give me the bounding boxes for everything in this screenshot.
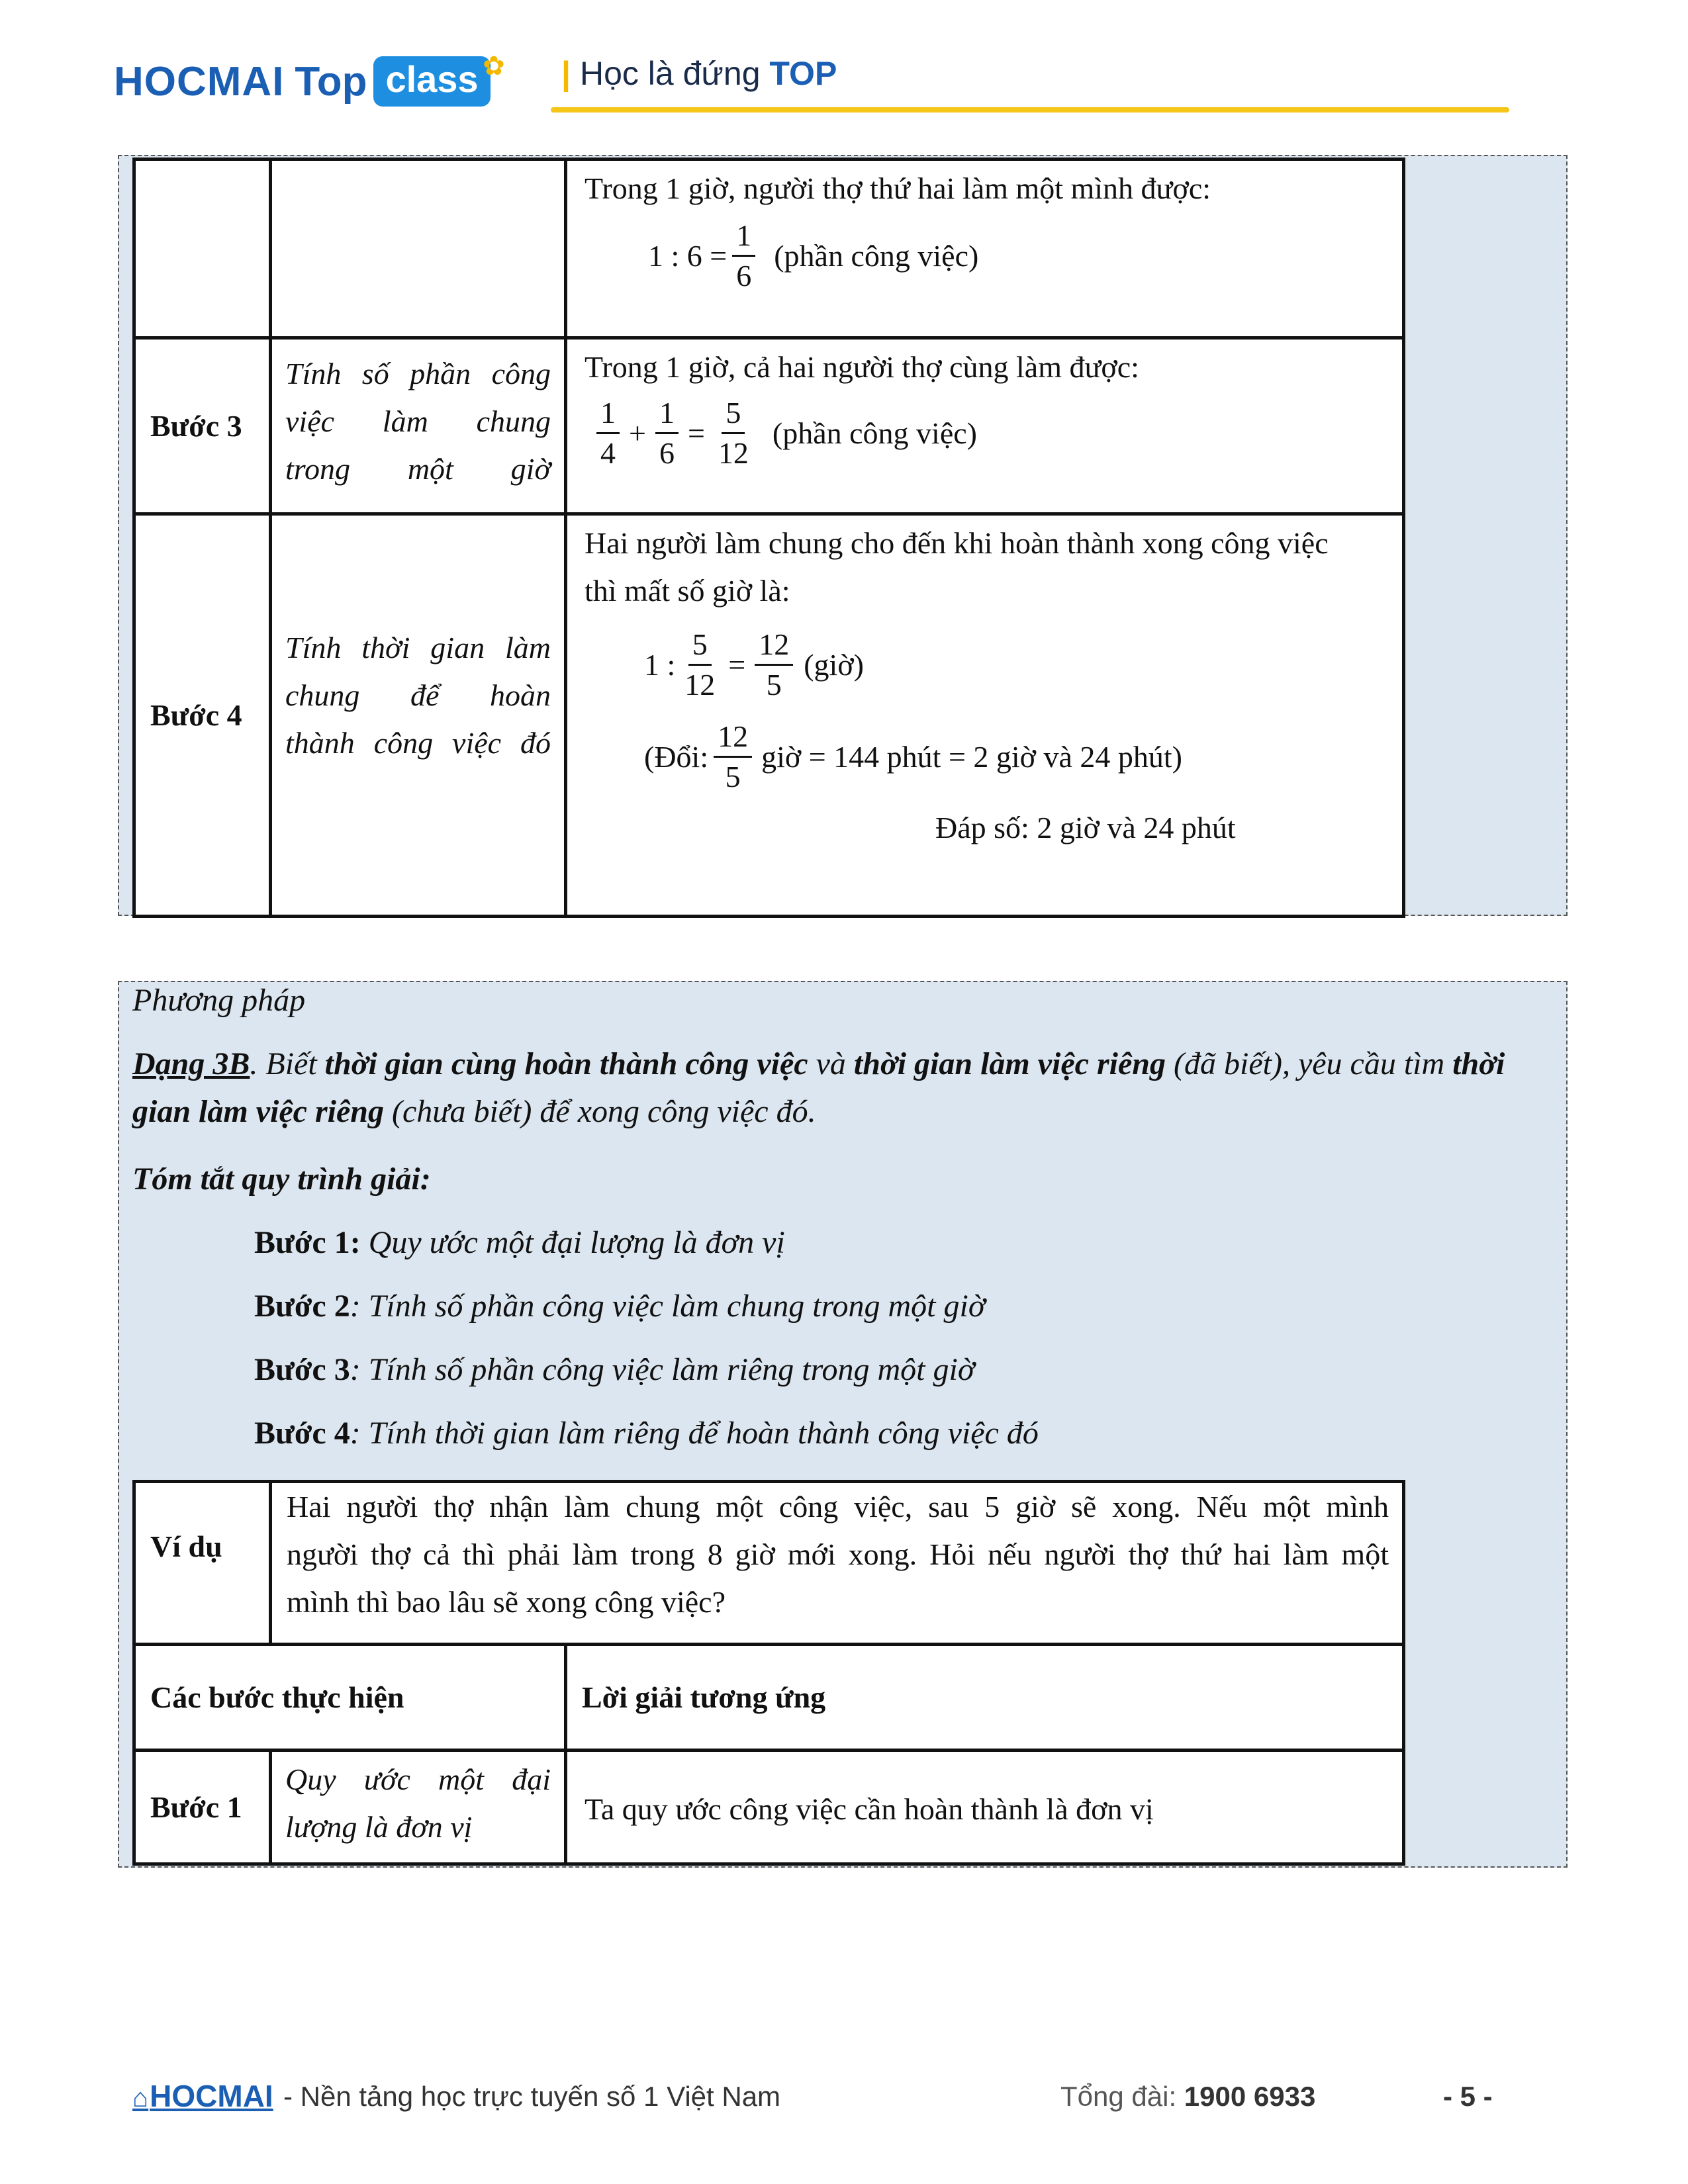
method-step-label: Bước 1: xyxy=(254,1225,361,1260)
solution-line: Hai người làm chung cho đến khi hoàn thành xong công việc xyxy=(585,526,1329,560)
fraction-numerator: 5 xyxy=(688,625,712,666)
table-row xyxy=(134,338,1404,514)
logo-class-text: class xyxy=(385,58,479,100)
dang-label: Dạng 3B xyxy=(132,1046,250,1081)
summary-heading: Tóm tắt quy trình giải: xyxy=(132,1161,431,1197)
footer-brand: HOCMAI xyxy=(150,2079,273,2113)
method-description xyxy=(132,1040,1562,1136)
math-expression xyxy=(648,216,1387,295)
example-question xyxy=(271,1482,1404,1645)
fraction-denominator: 12 xyxy=(718,436,749,470)
fraction xyxy=(714,717,752,796)
question-line: Hai người thợ nhận làm chung một công việc, sau 5 giờ sẽ xong. Nếu một mình xyxy=(287,1490,1389,1524)
fraction-denominator: 4 xyxy=(600,436,616,470)
desc-line: Quy ước một đại xyxy=(285,1762,551,1796)
house-icon: ⌂ xyxy=(132,2083,149,2113)
method-step-text: : Tính số phần công việc làm chung trong một giờ xyxy=(350,1289,986,1324)
math-expression xyxy=(644,625,1387,704)
math-text: 1 : 6 = xyxy=(648,238,727,273)
method-step xyxy=(254,1410,1039,1457)
method-bold: gian làm việc riêng xyxy=(132,1094,384,1129)
steps-table-continued xyxy=(132,158,1405,918)
method-step xyxy=(254,1283,985,1330)
step-label: Bước 1 xyxy=(134,1751,271,1864)
fraction-numerator: 5 xyxy=(722,394,745,434)
method-bold: thời gian làm việc riêng xyxy=(853,1046,1166,1081)
math-expression xyxy=(591,394,1387,473)
fraction-numerator: 12 xyxy=(714,717,752,758)
desc-line: Tính số phần công xyxy=(285,357,551,390)
fraction-denominator: 6 xyxy=(736,259,752,293)
method-step-label: Bước 3 xyxy=(254,1352,350,1387)
math-operator: = xyxy=(728,647,746,682)
method-heading: Phương pháp xyxy=(132,983,306,1018)
header-tagline xyxy=(561,54,837,93)
hotline-number: 1900 6933 xyxy=(1184,2081,1316,2112)
page-number: - 5 - xyxy=(1443,2081,1493,2112)
math-text: (Đổi: xyxy=(644,739,709,774)
example-table xyxy=(132,1480,1405,1866)
desc-line: chung để hoàn xyxy=(285,678,551,712)
method-step-label: Bước 4 xyxy=(254,1416,350,1451)
fraction-denominator: 12 xyxy=(684,668,716,702)
column-header-solution: Lời giải tương ứng xyxy=(566,1645,1404,1751)
fraction xyxy=(596,394,620,473)
table-row xyxy=(134,1482,1404,1645)
step-desc-cell xyxy=(271,159,566,338)
math-operator: = xyxy=(687,416,705,450)
fraction-numerator: 1 xyxy=(596,394,620,434)
math-text: 1 : xyxy=(644,647,676,682)
method-text: (chưa biết) để xong công việc đó. xyxy=(383,1094,816,1129)
final-answer: Đáp số: 2 giờ và 24 phút xyxy=(935,811,1236,844)
page-footer xyxy=(0,2071,1688,2124)
tagline-emphasis: TOP xyxy=(769,55,837,92)
logo-top-text: Top xyxy=(295,58,367,105)
hotline-label: Tổng đài: xyxy=(1060,2081,1177,2112)
fraction-numerator: 1 xyxy=(732,216,755,257)
table-row xyxy=(134,159,1404,338)
method-text: và xyxy=(808,1046,854,1081)
fraction-denominator: 5 xyxy=(725,760,741,794)
method-text: (đã biết), yêu cầu tìm xyxy=(1166,1046,1453,1081)
method-text: . Biết xyxy=(250,1046,325,1081)
method-step-text: Quy ước một đại lượng là đơn vị xyxy=(360,1225,785,1260)
step-description xyxy=(271,514,566,917)
fraction-denominator: 5 xyxy=(766,668,782,702)
desc-line: Tính thời gian làm xyxy=(285,630,551,664)
footer-logo xyxy=(132,2078,273,2114)
method-bold: thời gian cùng hoàn thành công việc xyxy=(324,1046,808,1081)
unit-text: (giờ) xyxy=(804,647,864,682)
method-step-label: Bước 2 xyxy=(254,1289,350,1324)
logo-class-badge xyxy=(373,52,505,107)
method-bold: thời xyxy=(1452,1046,1505,1081)
desc-line: việc làm chung xyxy=(285,404,551,438)
desc-line: lượng là đơn vị xyxy=(285,1810,473,1844)
desc-line: trong một giờ xyxy=(285,452,551,486)
fraction-denominator: 6 xyxy=(659,436,675,470)
star-icon: ✿ xyxy=(483,52,505,81)
fraction-numerator: 12 xyxy=(755,625,793,666)
solution-line: Trong 1 giờ, cả hai người thợ cùng làm được: xyxy=(585,350,1139,384)
solution-line: Trong 1 giờ, người thợ thứ hai làm một mình được: xyxy=(585,171,1211,205)
desc-line: thành công việc đó xyxy=(285,725,551,760)
footer-slogan: - Nền tảng học trực tuyến số 1 Việt Nam xyxy=(283,2081,781,2112)
solution-line: thì mất số giờ là: xyxy=(585,574,790,608)
fraction xyxy=(680,625,719,704)
method-step-text: : Tính thời gian làm riêng để hoàn thành công việc đó xyxy=(350,1416,1039,1451)
method-step xyxy=(254,1346,974,1394)
fraction xyxy=(755,625,793,704)
fraction xyxy=(714,394,753,473)
solution-cell xyxy=(566,159,1404,338)
unit-text: (phần công việc) xyxy=(774,238,979,273)
method-step-text: : Tính số phần công việc làm riêng trong một giờ xyxy=(350,1352,975,1387)
step-description xyxy=(271,1751,566,1864)
table-row xyxy=(134,514,1404,917)
footer-hotline xyxy=(1060,2081,1315,2113)
fraction-numerator: 1 xyxy=(655,394,679,434)
step-label: Bước 3 xyxy=(134,338,271,514)
table-header-row xyxy=(134,1645,1404,1751)
logo-hocmai-text: HOCMAI xyxy=(114,58,285,105)
tagline-divider: | xyxy=(561,55,571,92)
fraction xyxy=(655,394,679,473)
math-operator: + xyxy=(629,416,646,450)
hocmai-topclass-logo xyxy=(114,52,505,111)
method-step xyxy=(254,1219,785,1267)
column-header-steps: Các bước thực hiện xyxy=(134,1645,566,1751)
question-line: người thợ cả thì phải làm trong 8 giờ mới xong. Hỏi nếu người thợ thứ hai làm một xyxy=(287,1537,1389,1571)
conversion-line xyxy=(644,717,1387,796)
fraction xyxy=(732,216,755,295)
table-row xyxy=(134,1751,1404,1864)
solution-cell xyxy=(566,1751,1404,1864)
solution-cell xyxy=(566,338,1404,514)
step-label: Bước 4 xyxy=(134,514,271,917)
tagline-prefix: Học là đứng xyxy=(580,55,761,92)
step-label-cell xyxy=(134,159,271,338)
header-rule xyxy=(551,107,1509,113)
math-text: giờ = 144 phút = 2 giờ và 24 phút) xyxy=(761,739,1183,774)
example-label: Ví dụ xyxy=(134,1482,271,1645)
page-header xyxy=(0,0,1688,132)
solution-cell xyxy=(566,514,1404,917)
unit-text: (phần công việc) xyxy=(772,416,977,450)
question-line: mình thì bao lâu sẽ xong công việc? xyxy=(287,1585,726,1619)
step-description xyxy=(271,338,566,514)
solution-line: Ta quy ước công việc cần hoàn thành là đơn vị xyxy=(585,1792,1154,1826)
